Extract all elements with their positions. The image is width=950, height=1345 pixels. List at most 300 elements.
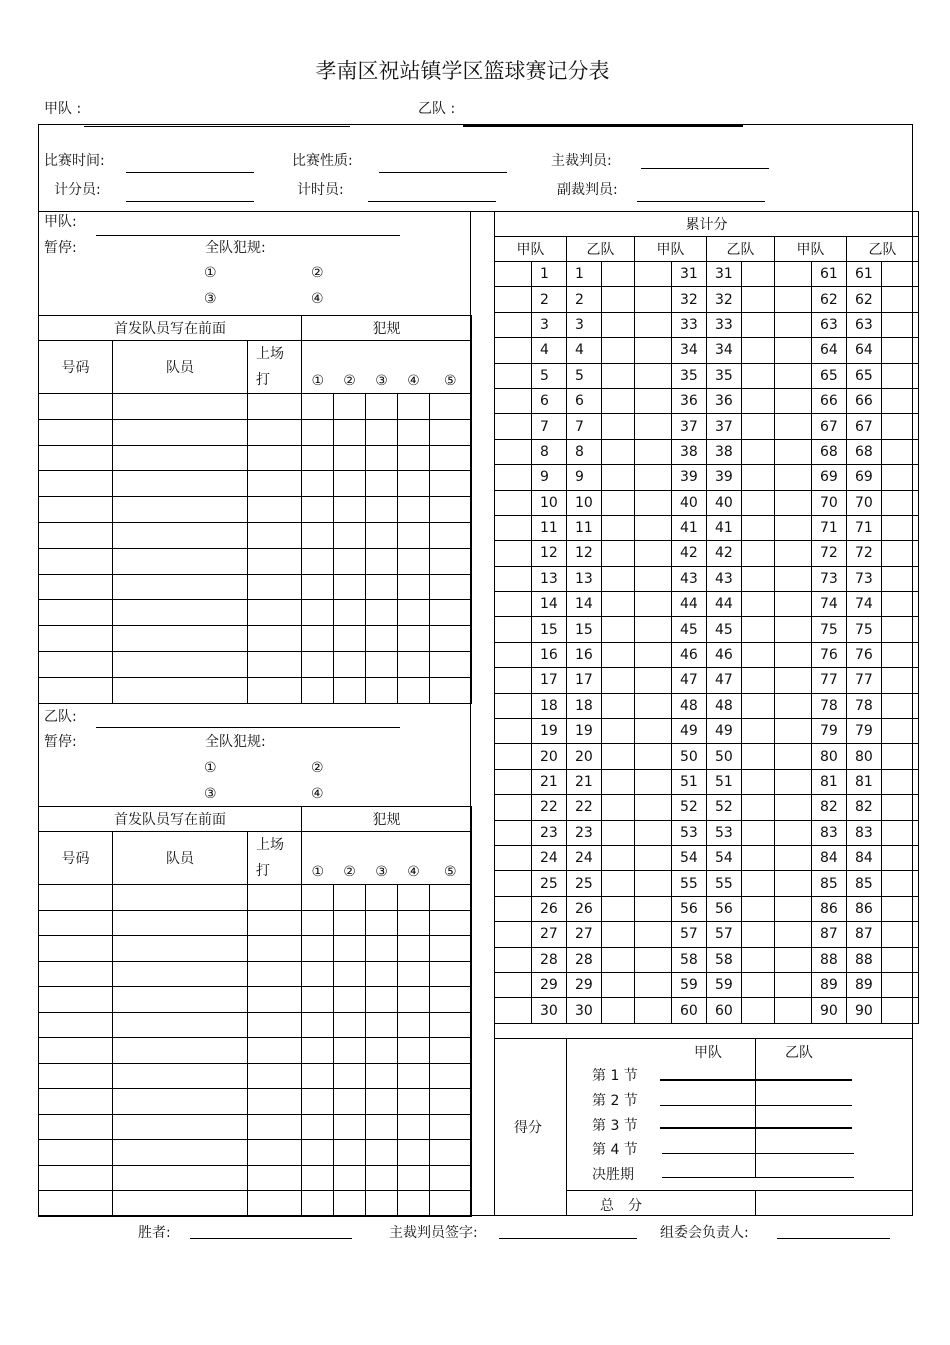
running-number-team-a[interactable]: 23 bbox=[532, 820, 567, 845]
running-mark-team-a[interactable] bbox=[495, 642, 532, 667]
running-mark-team-b[interactable] bbox=[742, 947, 775, 972]
running-number-team-a[interactable]: 41 bbox=[672, 515, 707, 540]
team-b-player-cell[interactable] bbox=[366, 1089, 398, 1115]
running-number-team-b[interactable]: 65 bbox=[847, 363, 882, 388]
running-number-team-a[interactable]: 21 bbox=[532, 769, 567, 794]
running-mark-team-b[interactable] bbox=[602, 719, 635, 744]
team-b-player-cell[interactable] bbox=[302, 1012, 334, 1038]
team-b-player-cell[interactable] bbox=[248, 936, 302, 962]
running-number-team-a[interactable]: 18 bbox=[532, 693, 567, 718]
running-number-team-a[interactable]: 40 bbox=[672, 490, 707, 515]
running-number-team-b[interactable]: 25 bbox=[567, 871, 602, 896]
score-q4-line[interactable] bbox=[662, 1153, 854, 1154]
team-a-player-cell[interactable] bbox=[366, 522, 398, 548]
running-number-team-b[interactable]: 21 bbox=[567, 769, 602, 794]
running-number-team-b[interactable]: 58 bbox=[707, 947, 742, 972]
running-number-team-b[interactable]: 28 bbox=[567, 947, 602, 972]
running-number-team-a[interactable]: 78 bbox=[812, 693, 847, 718]
team-a-player-cell[interactable] bbox=[302, 600, 334, 626]
team-a-player-cell[interactable] bbox=[430, 419, 472, 445]
running-number-team-b[interactable]: 17 bbox=[567, 668, 602, 693]
team-b-player-cell[interactable] bbox=[302, 961, 334, 987]
running-number-team-b[interactable]: 89 bbox=[847, 972, 882, 997]
running-number-team-a[interactable]: 33 bbox=[672, 312, 707, 337]
running-number-team-a[interactable]: 32 bbox=[672, 287, 707, 312]
running-number-team-b[interactable]: 67 bbox=[847, 414, 882, 439]
running-mark-team-b[interactable] bbox=[602, 998, 635, 1023]
running-mark-team-b[interactable] bbox=[602, 795, 635, 820]
running-mark-team-b[interactable] bbox=[742, 744, 775, 769]
running-number-team-b[interactable]: 75 bbox=[847, 617, 882, 642]
team-a-player-cell[interactable] bbox=[334, 600, 366, 626]
running-mark-team-a[interactable] bbox=[495, 592, 532, 617]
running-mark-team-a[interactable] bbox=[495, 820, 532, 845]
running-number-team-a[interactable]: 30 bbox=[532, 998, 567, 1023]
team-a-player-cell[interactable] bbox=[430, 445, 472, 471]
running-mark-team-a[interactable] bbox=[635, 922, 672, 947]
running-mark-team-b[interactable] bbox=[602, 947, 635, 972]
running-mark-team-a[interactable] bbox=[775, 414, 812, 439]
running-number-team-a[interactable]: 26 bbox=[532, 896, 567, 921]
team-b-player-cell[interactable] bbox=[302, 1165, 334, 1191]
team-a-player-cell[interactable] bbox=[248, 394, 302, 420]
team-a-player-cell[interactable] bbox=[430, 626, 472, 652]
score-q2-line[interactable] bbox=[660, 1105, 852, 1106]
running-number-team-a[interactable]: 14 bbox=[532, 592, 567, 617]
running-mark-team-a[interactable] bbox=[635, 668, 672, 693]
team-b-player-cell[interactable] bbox=[398, 1191, 430, 1217]
team-b-player-cell[interactable] bbox=[398, 1165, 430, 1191]
running-mark-team-b[interactable] bbox=[742, 465, 775, 490]
team-b-player-cell[interactable] bbox=[366, 1063, 398, 1089]
team-a-player-cell[interactable] bbox=[366, 600, 398, 626]
team-b-player-cell[interactable] bbox=[398, 1038, 430, 1064]
team-a-player-cell[interactable] bbox=[39, 600, 113, 626]
team-b-player-cell[interactable] bbox=[366, 961, 398, 987]
team-a-player-cell[interactable] bbox=[302, 574, 334, 600]
running-mark-team-b[interactable] bbox=[602, 262, 635, 287]
running-number-team-a[interactable]: 51 bbox=[672, 769, 707, 794]
running-mark-team-b[interactable] bbox=[742, 592, 775, 617]
running-mark-team-b[interactable] bbox=[602, 566, 635, 591]
running-number-team-b[interactable]: 40 bbox=[707, 490, 742, 515]
team-b-player-cell[interactable] bbox=[398, 885, 430, 911]
team-a-player-cell[interactable] bbox=[334, 522, 366, 548]
running-number-team-a[interactable]: 88 bbox=[812, 947, 847, 972]
running-mark-team-b[interactable] bbox=[882, 744, 919, 769]
running-number-team-b[interactable]: 72 bbox=[847, 541, 882, 566]
team-b-player-cell[interactable] bbox=[39, 1191, 113, 1217]
team-b-player-cell[interactable] bbox=[334, 1012, 366, 1038]
team-a-player-cell[interactable] bbox=[39, 419, 113, 445]
team-b-player-cell[interactable] bbox=[430, 1012, 472, 1038]
team-b-player-cell[interactable] bbox=[39, 936, 113, 962]
running-number-team-a[interactable]: 5 bbox=[532, 363, 567, 388]
team-a-player-cell[interactable] bbox=[248, 471, 302, 497]
running-mark-team-b[interactable] bbox=[742, 871, 775, 896]
running-mark-team-b[interactable] bbox=[882, 312, 919, 337]
running-mark-team-b[interactable] bbox=[742, 363, 775, 388]
team-a-player-cell[interactable] bbox=[113, 600, 248, 626]
running-number-team-b[interactable]: 16 bbox=[567, 642, 602, 667]
running-mark-team-b[interactable] bbox=[602, 820, 635, 845]
running-number-team-a[interactable]: 76 bbox=[812, 642, 847, 667]
team-a-player-cell[interactable] bbox=[366, 548, 398, 574]
team-b-player-cell[interactable] bbox=[302, 1089, 334, 1115]
running-number-team-b[interactable]: 5 bbox=[567, 363, 602, 388]
running-number-team-b[interactable]: 7 bbox=[567, 414, 602, 439]
running-mark-team-b[interactable] bbox=[882, 998, 919, 1023]
team-b-player-cell[interactable] bbox=[430, 1165, 472, 1191]
running-mark-team-a[interactable] bbox=[635, 642, 672, 667]
team-a-player-cell[interactable] bbox=[113, 651, 248, 677]
running-mark-team-b[interactable] bbox=[882, 922, 919, 947]
timer-field[interactable] bbox=[368, 201, 496, 202]
running-number-team-a[interactable]: 60 bbox=[672, 998, 707, 1023]
running-mark-team-a[interactable] bbox=[495, 896, 532, 921]
team-b-team-foul-4[interactable]: ④ bbox=[311, 786, 324, 802]
team-a-player-cell[interactable] bbox=[398, 548, 430, 574]
running-mark-team-a[interactable] bbox=[635, 338, 672, 363]
team-a-player-cell[interactable] bbox=[398, 574, 430, 600]
running-number-team-a[interactable]: 17 bbox=[532, 668, 567, 693]
team-b-player-cell[interactable] bbox=[248, 1140, 302, 1166]
running-mark-team-a[interactable] bbox=[495, 922, 532, 947]
running-mark-team-a[interactable] bbox=[775, 668, 812, 693]
running-number-team-a[interactable]: 4 bbox=[532, 338, 567, 363]
running-number-team-b[interactable]: 83 bbox=[847, 820, 882, 845]
running-number-team-a[interactable]: 44 bbox=[672, 592, 707, 617]
running-mark-team-b[interactable] bbox=[882, 693, 919, 718]
running-mark-team-b[interactable] bbox=[602, 490, 635, 515]
running-number-team-b[interactable]: 68 bbox=[847, 439, 882, 464]
running-mark-team-b[interactable] bbox=[882, 769, 919, 794]
running-mark-team-b[interactable] bbox=[742, 769, 775, 794]
running-number-team-a[interactable]: 50 bbox=[672, 744, 707, 769]
team-a-player-cell[interactable] bbox=[366, 626, 398, 652]
running-mark-team-a[interactable] bbox=[775, 490, 812, 515]
team-b-player-cell[interactable] bbox=[39, 1114, 113, 1140]
running-mark-team-a[interactable] bbox=[635, 439, 672, 464]
running-mark-team-b[interactable] bbox=[742, 439, 775, 464]
team-b-player-cell[interactable] bbox=[430, 987, 472, 1013]
match-time-field[interactable] bbox=[126, 172, 254, 173]
running-number-team-b[interactable]: 12 bbox=[567, 541, 602, 566]
chief-sign-field[interactable] bbox=[499, 1238, 637, 1239]
running-mark-team-a[interactable] bbox=[635, 414, 672, 439]
running-number-team-b[interactable]: 54 bbox=[707, 845, 742, 870]
running-mark-team-b[interactable] bbox=[742, 617, 775, 642]
team-b-player-cell[interactable] bbox=[334, 1038, 366, 1064]
team-b-player-cell[interactable] bbox=[113, 885, 248, 911]
running-number-team-a[interactable]: 29 bbox=[532, 972, 567, 997]
running-number-team-a[interactable]: 20 bbox=[532, 744, 567, 769]
running-number-team-b[interactable]: 23 bbox=[567, 820, 602, 845]
team-b-player-cell[interactable] bbox=[366, 936, 398, 962]
committee-field[interactable] bbox=[777, 1238, 890, 1239]
running-number-team-b[interactable]: 59 bbox=[707, 972, 742, 997]
team-a-player-cell[interactable] bbox=[39, 497, 113, 523]
running-number-team-a[interactable]: 38 bbox=[672, 439, 707, 464]
running-mark-team-a[interactable] bbox=[775, 922, 812, 947]
team-a-player-cell[interactable] bbox=[39, 471, 113, 497]
running-number-team-b[interactable]: 9 bbox=[567, 465, 602, 490]
team-b-player-cell[interactable] bbox=[430, 936, 472, 962]
running-mark-team-b[interactable] bbox=[742, 642, 775, 667]
running-number-team-a[interactable]: 84 bbox=[812, 845, 847, 870]
running-mark-team-a[interactable] bbox=[495, 287, 532, 312]
running-mark-team-b[interactable] bbox=[742, 668, 775, 693]
team-b-player-cell[interactable] bbox=[398, 1012, 430, 1038]
running-mark-team-b[interactable] bbox=[602, 871, 635, 896]
running-mark-team-b[interactable] bbox=[742, 490, 775, 515]
running-mark-team-b[interactable] bbox=[742, 566, 775, 591]
running-mark-team-a[interactable] bbox=[495, 769, 532, 794]
running-mark-team-b[interactable] bbox=[602, 769, 635, 794]
team-b-player-cell[interactable] bbox=[302, 936, 334, 962]
team-b-player-cell[interactable] bbox=[248, 961, 302, 987]
running-mark-team-a[interactable] bbox=[635, 515, 672, 540]
score-q3-line[interactable] bbox=[660, 1127, 852, 1129]
team-b-player-cell[interactable] bbox=[113, 1063, 248, 1089]
team-b-player-cell[interactable] bbox=[248, 1114, 302, 1140]
running-number-team-a[interactable]: 34 bbox=[672, 338, 707, 363]
running-mark-team-b[interactable] bbox=[742, 262, 775, 287]
running-number-team-a[interactable]: 6 bbox=[532, 388, 567, 413]
running-mark-team-a[interactable] bbox=[495, 972, 532, 997]
running-mark-team-a[interactable] bbox=[495, 388, 532, 413]
running-mark-team-a[interactable] bbox=[775, 566, 812, 591]
running-number-team-b[interactable]: 2 bbox=[567, 287, 602, 312]
team-b-player-cell[interactable] bbox=[430, 1038, 472, 1064]
team-b-player-cell[interactable] bbox=[398, 1089, 430, 1115]
chief-referee-field[interactable] bbox=[641, 168, 769, 169]
running-number-team-a[interactable]: 57 bbox=[672, 922, 707, 947]
running-mark-team-b[interactable] bbox=[882, 642, 919, 667]
team-b-player-cell[interactable] bbox=[366, 987, 398, 1013]
team-b-player-cell[interactable] bbox=[39, 961, 113, 987]
running-number-team-a[interactable]: 83 bbox=[812, 820, 847, 845]
team-b-player-cell[interactable] bbox=[366, 1012, 398, 1038]
running-number-team-b[interactable]: 24 bbox=[567, 845, 602, 870]
running-number-team-b[interactable]: 50 bbox=[707, 744, 742, 769]
running-number-team-b[interactable]: 35 bbox=[707, 363, 742, 388]
team-a-player-cell[interactable] bbox=[248, 626, 302, 652]
running-number-team-b[interactable]: 82 bbox=[847, 795, 882, 820]
running-number-team-b[interactable]: 22 bbox=[567, 795, 602, 820]
running-number-team-a[interactable]: 25 bbox=[532, 871, 567, 896]
running-number-team-b[interactable]: 13 bbox=[567, 566, 602, 591]
team-b-player-cell[interactable] bbox=[398, 1114, 430, 1140]
running-number-team-b[interactable]: 90 bbox=[847, 998, 882, 1023]
running-number-team-b[interactable]: 61 bbox=[847, 262, 882, 287]
running-mark-team-a[interactable] bbox=[495, 312, 532, 337]
team-a-player-cell[interactable] bbox=[39, 522, 113, 548]
team-a-team-foul-2[interactable]: ② bbox=[311, 265, 324, 281]
running-number-team-a[interactable]: 49 bbox=[672, 719, 707, 744]
team-a-player-cell[interactable] bbox=[248, 522, 302, 548]
running-number-team-a[interactable]: 37 bbox=[672, 414, 707, 439]
running-mark-team-a[interactable] bbox=[635, 998, 672, 1023]
running-mark-team-b[interactable] bbox=[602, 414, 635, 439]
team-b-player-cell[interactable] bbox=[398, 910, 430, 936]
running-number-team-b[interactable]: 47 bbox=[707, 668, 742, 693]
team-a-player-cell[interactable] bbox=[113, 574, 248, 600]
team-a-player-cell[interactable] bbox=[398, 471, 430, 497]
running-number-team-b[interactable]: 76 bbox=[847, 642, 882, 667]
running-number-team-b[interactable]: 14 bbox=[567, 592, 602, 617]
running-number-team-a[interactable]: 74 bbox=[812, 592, 847, 617]
team-a-player-cell[interactable] bbox=[366, 445, 398, 471]
running-mark-team-b[interactable] bbox=[602, 388, 635, 413]
team-a-player-cell[interactable] bbox=[113, 445, 248, 471]
running-number-team-a[interactable]: 3 bbox=[532, 312, 567, 337]
running-mark-team-b[interactable] bbox=[742, 414, 775, 439]
running-number-team-a[interactable]: 81 bbox=[812, 769, 847, 794]
team-a-player-cell[interactable] bbox=[334, 497, 366, 523]
winner-field[interactable] bbox=[190, 1238, 352, 1239]
running-number-team-a[interactable]: 31 bbox=[672, 262, 707, 287]
running-mark-team-a[interactable] bbox=[775, 465, 812, 490]
running-mark-team-a[interactable] bbox=[495, 465, 532, 490]
running-mark-team-a[interactable] bbox=[495, 795, 532, 820]
running-number-team-a[interactable]: 2 bbox=[532, 287, 567, 312]
running-number-team-b[interactable]: 80 bbox=[847, 744, 882, 769]
team-b-player-cell[interactable] bbox=[334, 1140, 366, 1166]
running-number-team-a[interactable]: 39 bbox=[672, 465, 707, 490]
running-mark-team-b[interactable] bbox=[882, 287, 919, 312]
running-mark-team-a[interactable] bbox=[495, 414, 532, 439]
running-number-team-a[interactable]: 62 bbox=[812, 287, 847, 312]
running-mark-team-b[interactable] bbox=[602, 312, 635, 337]
running-mark-team-a[interactable] bbox=[635, 490, 672, 515]
running-mark-team-b[interactable] bbox=[602, 363, 635, 388]
running-number-team-a[interactable]: 48 bbox=[672, 693, 707, 718]
team-a-player-cell[interactable] bbox=[366, 471, 398, 497]
running-mark-team-a[interactable] bbox=[635, 769, 672, 794]
running-number-team-b[interactable]: 63 bbox=[847, 312, 882, 337]
running-number-team-a[interactable]: 35 bbox=[672, 363, 707, 388]
running-mark-team-a[interactable] bbox=[495, 947, 532, 972]
running-number-team-b[interactable]: 42 bbox=[707, 541, 742, 566]
running-number-team-b[interactable]: 62 bbox=[847, 287, 882, 312]
running-number-team-a[interactable]: 63 bbox=[812, 312, 847, 337]
running-number-team-a[interactable]: 67 bbox=[812, 414, 847, 439]
running-mark-team-b[interactable] bbox=[882, 972, 919, 997]
running-mark-team-b[interactable] bbox=[882, 388, 919, 413]
team-b-player-cell[interactable] bbox=[334, 1114, 366, 1140]
running-mark-team-b[interactable] bbox=[882, 515, 919, 540]
team-b-player-cell[interactable] bbox=[430, 910, 472, 936]
team-b-player-cell[interactable] bbox=[398, 961, 430, 987]
running-mark-team-b[interactable] bbox=[602, 592, 635, 617]
running-mark-team-a[interactable] bbox=[635, 744, 672, 769]
team-a-player-cell[interactable] bbox=[113, 677, 248, 703]
running-mark-team-b[interactable] bbox=[882, 262, 919, 287]
running-number-team-b[interactable]: 84 bbox=[847, 845, 882, 870]
team-a-player-cell[interactable] bbox=[248, 548, 302, 574]
running-number-team-a[interactable]: 47 bbox=[672, 668, 707, 693]
running-number-team-a[interactable]: 42 bbox=[672, 541, 707, 566]
team-a-player-cell[interactable] bbox=[302, 445, 334, 471]
running-number-team-b[interactable]: 37 bbox=[707, 414, 742, 439]
running-mark-team-b[interactable] bbox=[882, 795, 919, 820]
running-mark-team-a[interactable] bbox=[635, 363, 672, 388]
running-mark-team-a[interactable] bbox=[775, 541, 812, 566]
running-mark-team-a[interactable] bbox=[775, 744, 812, 769]
running-number-team-b[interactable]: 29 bbox=[567, 972, 602, 997]
team-a-player-cell[interactable] bbox=[366, 677, 398, 703]
team-a-player-cell[interactable] bbox=[398, 419, 430, 445]
team-b-player-cell[interactable] bbox=[248, 1165, 302, 1191]
running-mark-team-b[interactable] bbox=[602, 465, 635, 490]
running-mark-team-b[interactable] bbox=[742, 312, 775, 337]
running-mark-team-a[interactable] bbox=[775, 617, 812, 642]
running-number-team-b[interactable]: 15 bbox=[567, 617, 602, 642]
running-mark-team-a[interactable] bbox=[775, 719, 812, 744]
team-a-player-cell[interactable] bbox=[334, 419, 366, 445]
running-number-team-b[interactable]: 46 bbox=[707, 642, 742, 667]
team-a-player-cell[interactable] bbox=[302, 471, 334, 497]
team-b-player-cell[interactable] bbox=[113, 1089, 248, 1115]
running-mark-team-a[interactable] bbox=[495, 515, 532, 540]
match-type-field[interactable] bbox=[379, 172, 507, 173]
running-mark-team-a[interactable] bbox=[635, 312, 672, 337]
running-mark-team-b[interactable] bbox=[742, 795, 775, 820]
team-a-player-cell[interactable] bbox=[334, 677, 366, 703]
team-b-player-cell[interactable] bbox=[39, 987, 113, 1013]
running-mark-team-a[interactable] bbox=[775, 871, 812, 896]
running-number-team-b[interactable]: 39 bbox=[707, 465, 742, 490]
running-mark-team-a[interactable] bbox=[775, 642, 812, 667]
team-b-player-cell[interactable] bbox=[302, 987, 334, 1013]
running-number-team-b[interactable]: 56 bbox=[707, 896, 742, 921]
running-mark-team-a[interactable] bbox=[775, 312, 812, 337]
running-mark-team-b[interactable] bbox=[602, 515, 635, 540]
running-mark-team-b[interactable] bbox=[602, 693, 635, 718]
running-mark-team-b[interactable] bbox=[882, 947, 919, 972]
running-number-team-a[interactable]: 70 bbox=[812, 490, 847, 515]
team-b-player-cell[interactable] bbox=[113, 1012, 248, 1038]
running-mark-team-b[interactable] bbox=[742, 845, 775, 870]
running-mark-team-a[interactable] bbox=[495, 668, 532, 693]
running-mark-team-a[interactable] bbox=[495, 617, 532, 642]
team-b-player-cell[interactable] bbox=[113, 987, 248, 1013]
running-mark-team-b[interactable] bbox=[742, 719, 775, 744]
running-number-team-a[interactable]: 65 bbox=[812, 363, 847, 388]
running-mark-team-a[interactable] bbox=[775, 338, 812, 363]
running-mark-team-a[interactable] bbox=[495, 871, 532, 896]
running-number-team-a[interactable]: 7 bbox=[532, 414, 567, 439]
running-mark-team-a[interactable] bbox=[775, 845, 812, 870]
team-b-name-field[interactable] bbox=[96, 727, 400, 728]
assistant-referee-field[interactable] bbox=[637, 201, 765, 202]
running-number-team-a[interactable]: 52 bbox=[672, 795, 707, 820]
running-mark-team-b[interactable] bbox=[742, 515, 775, 540]
running-number-team-b[interactable]: 66 bbox=[847, 388, 882, 413]
team-b-player-cell[interactable] bbox=[334, 910, 366, 936]
running-number-team-a[interactable]: 66 bbox=[812, 388, 847, 413]
running-number-team-a[interactable]: 9 bbox=[532, 465, 567, 490]
running-number-team-b[interactable]: 1 bbox=[567, 262, 602, 287]
running-mark-team-a[interactable] bbox=[775, 262, 812, 287]
running-mark-team-b[interactable] bbox=[882, 541, 919, 566]
running-mark-team-b[interactable] bbox=[882, 490, 919, 515]
running-number-team-b[interactable]: 3 bbox=[567, 312, 602, 337]
running-number-team-a[interactable]: 59 bbox=[672, 972, 707, 997]
running-mark-team-a[interactable] bbox=[775, 769, 812, 794]
running-mark-team-a[interactable] bbox=[775, 947, 812, 972]
